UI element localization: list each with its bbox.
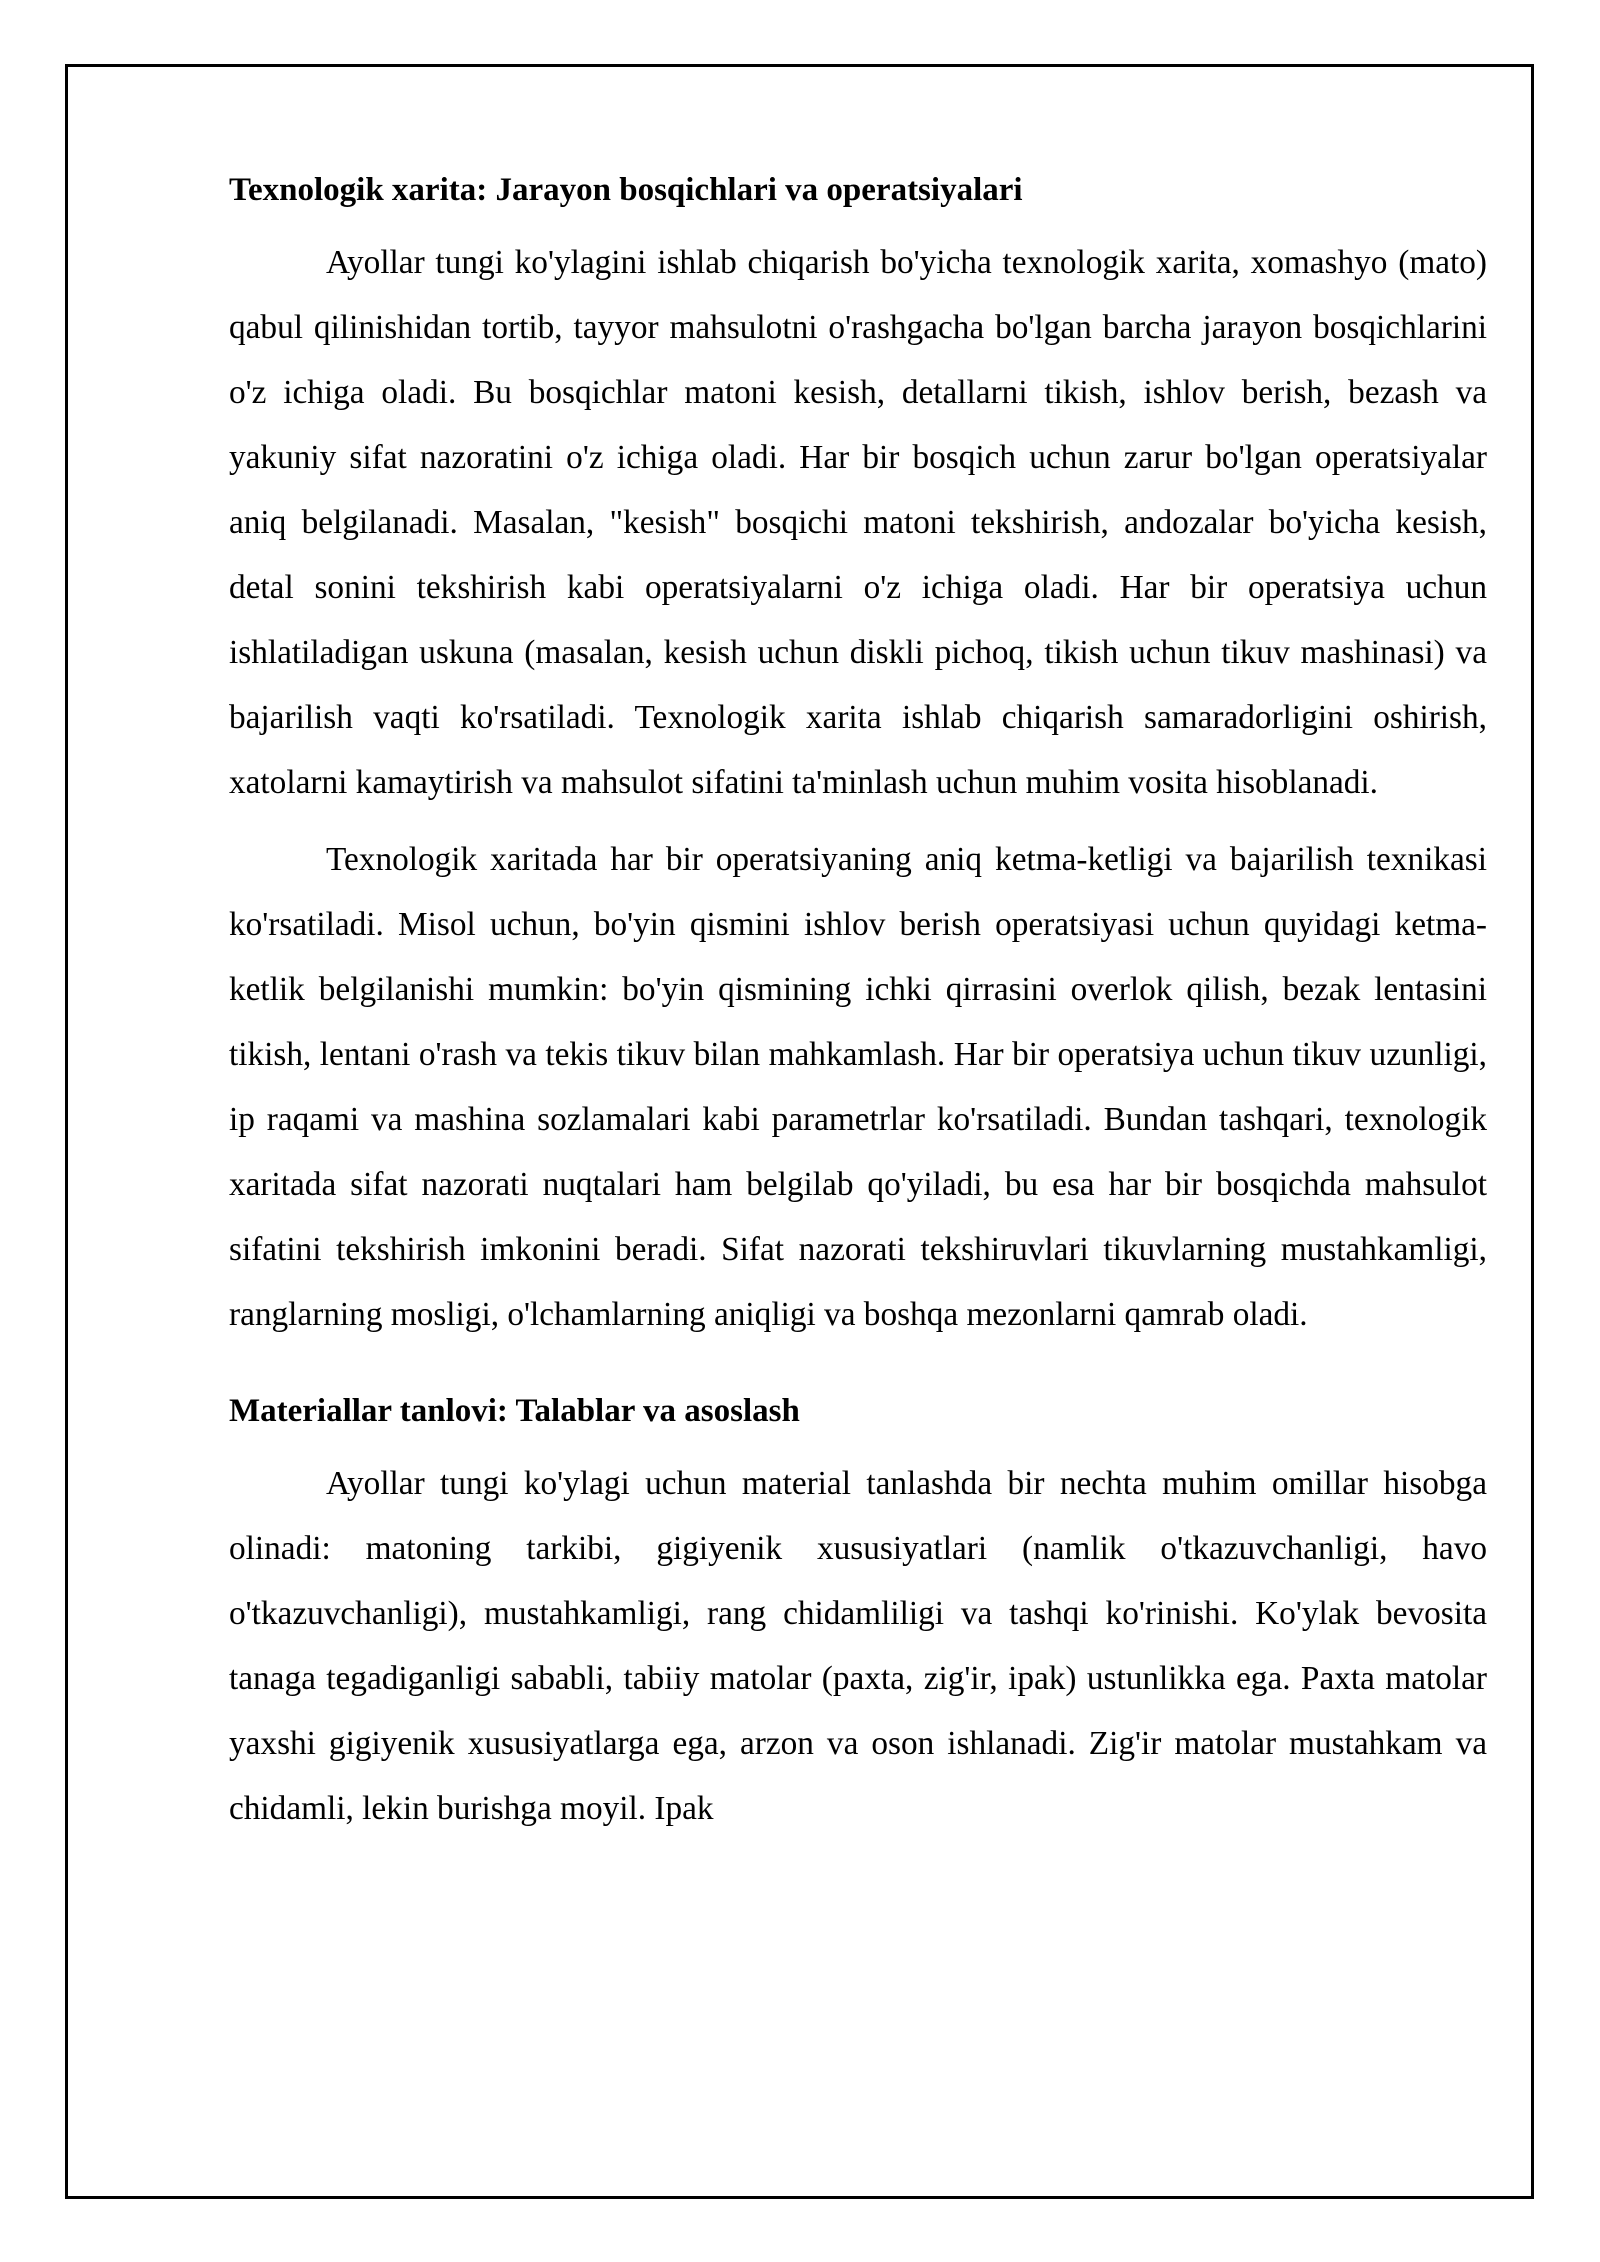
paragraph-technological-map-overview: Ayollar tungi ko'ylagini ishlab chiqarish bo'yicha texnologik xarita, xomashyo (mato) qabul qilinishidan tortib, tayyor mahsulotni o'rashgacha bo'lgan barcha jarayon bosqichlarini o'z ichiga oladi. Bu bosqichlar matoni kesish, detallarni tikish, ishlov berish, bezash va yakuniy sifat nazoratini o'z ichiga oladi. Har bir bosqich uchun zarur bo'lgan operatsiyalar aniq belgilanadi. Masalan, "kesish" bosqichi matoni tekshirish, andozalar bo'yicha kesish, detal sonini tekshirish kabi operatsiyalarni o'z ichiga oladi. Har bir operatsiya uchun ishlatiladigan uskuna (masalan, kesish uchun diskli pichoq, tikish uchun tikuv mashinasi) va bajarilish vaqti ko'rsatiladi. Texnologik xarita ishlab chiqarish samaradorligini oshirish, xatolarni kamaytirish va mahsulot sifatini ta'minlash uchun muhim vosita hisoblanadi.: [229, 244, 1487, 801]
paragraph-materials-selection: Ayollar tungi ko'ylagi uchun material tanlashda bir nechta muhim omillar hisobga olinadi: matoning tarkibi, gigiyenik xususiyatlari (namlik o'tkazuvchanligi, havo o'tkazuvchanligi), mustahkamligi, rang chidamliligi va tashqi ko'rinishi. Ko'ylak bevosita tanaga tegadiganligi sababli, tabiiy matolar (paxta, zig'ir, ipak) ustunlikka ega. Paxta matolar yaxshi gigiyenik xususiyatlarga ega, arzon va oson ishlanadi. Zig'ir matolar mustahkam va chidamli, lekin burishga moyil. Ipak: [229, 1465, 1487, 1827]
paragraph-operation-sequence: Texnologik xaritada har bir operatsiyaning aniq ketma-ketligi va bajarilish texnikasi ko'rsatiladi. Misol uchun, bo'yin qismini ishlov berish operatsiyasi uchun quyidagi ketma-ketlik belgilanishi mumkin: bo'yin qismining ichki qirrasini overlok qilish, bezak lentasini tikish, lentani o'rash va tekis tikuv bilan mahkamlash. Har bir operatsiya uchun tikuv uzunligi, ip raqami va mashina sozlamalari kabi parametrlar ko'rsatiladi. Bundan tashqari, texnologik xaritada sifat nazorati nuqtalari ham belgilab qo'yiladi, bu esa har bir bosqichda mahsulot sifatini tekshirish imkonini beradi. Sifat nazorati tekshiruvlari tikuvlarning mustahkamligi, ranglarning mosligi, o'lchamlarning aniqligi va boshqa mezonlarni qamrab oladi.: [229, 841, 1487, 1333]
section-heading-technological-map: Texnologik xarita: Jarayon bosqichlari va operatsiyalari: [229, 172, 1023, 208]
document-body: [229, 168, 1487, 1853]
section-heading-materials-selection: Materiallar tanlovi: Talablar va asoslash: [229, 1393, 800, 1429]
